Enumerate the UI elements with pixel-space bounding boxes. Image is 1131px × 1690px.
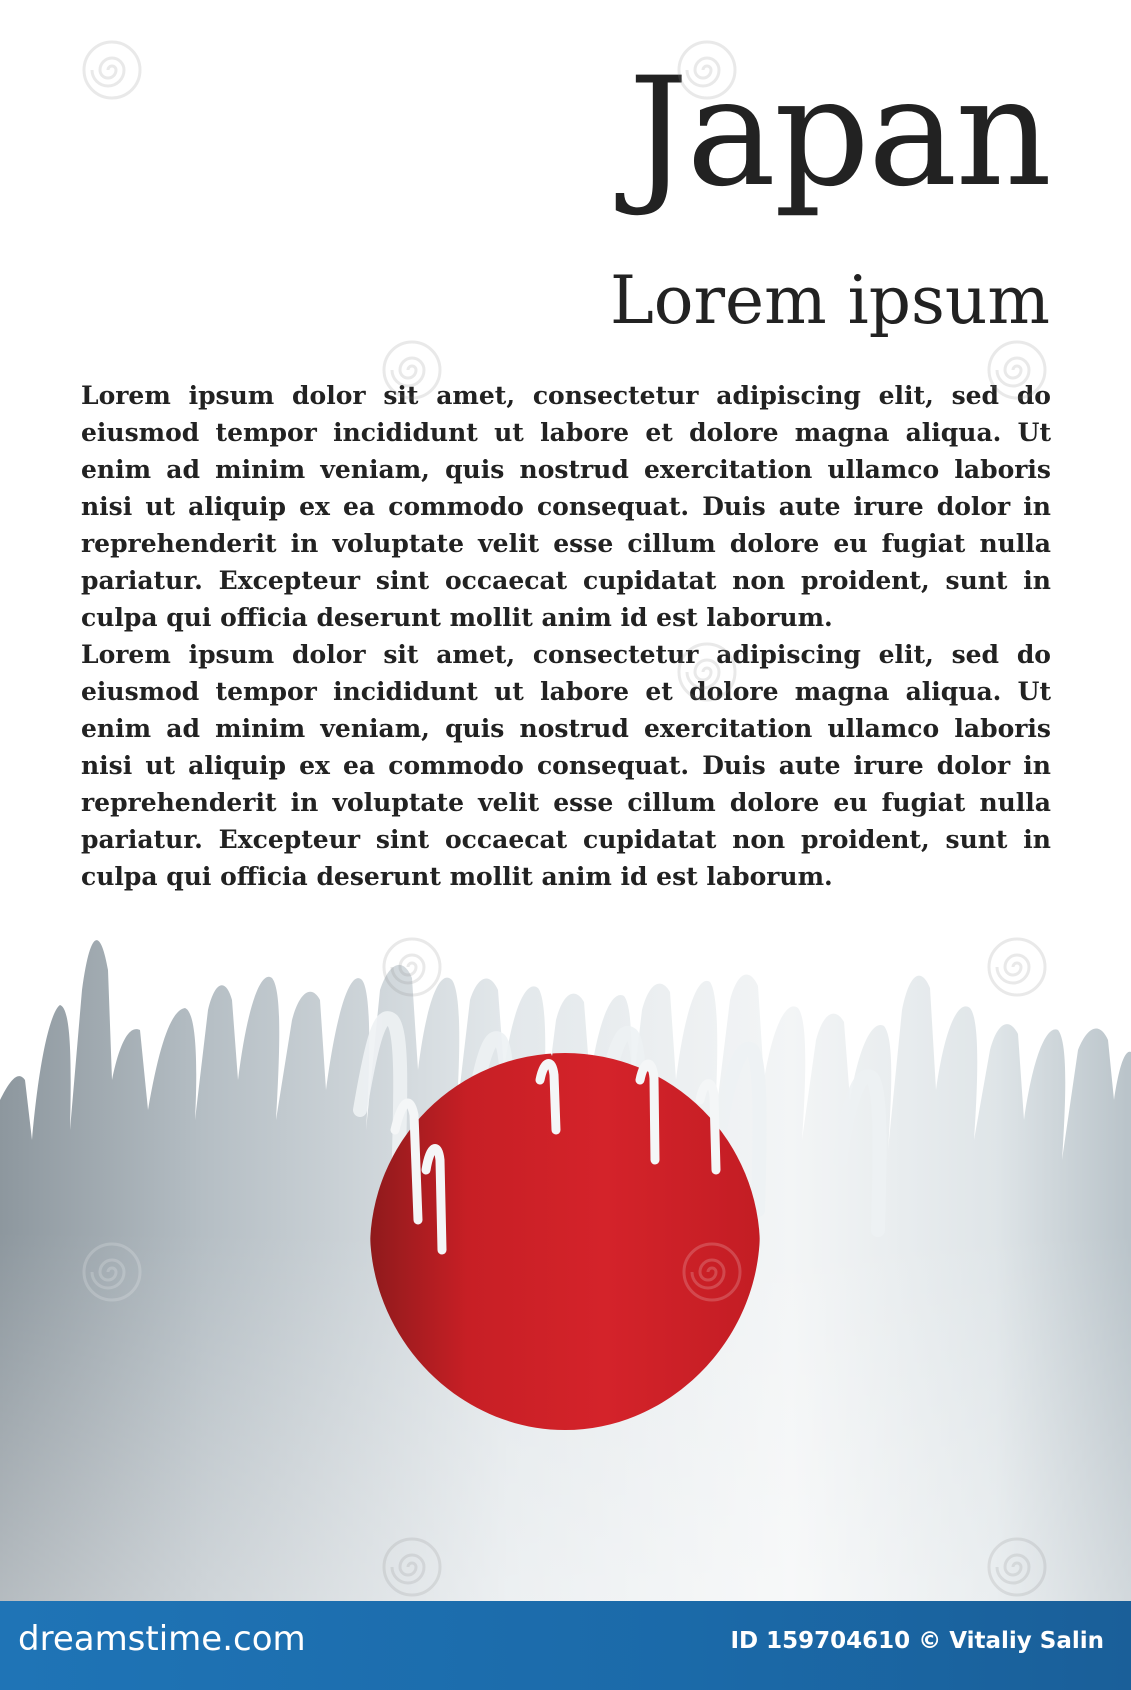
footer-logo[interactable]: dreamstime.com [18, 1619, 306, 1659]
spiral-watermark-icon [380, 1535, 444, 1599]
flag-brush-art [0, 930, 1131, 1601]
spiral-watermark-icon [675, 38, 739, 102]
spiral-watermark-icon [80, 1240, 144, 1304]
body-text [81, 377, 1051, 895]
spiral-watermark-icon [680, 1240, 744, 1304]
paragraph-2: Lorem ipsum dolor sit amet, consectetur adipiscing elit, sed do eiusmod tempor incididunt ut labore et dolore magna aliqua. Ut enim ad minim veniam, quis nostrud exercitation ullamco laboris nisi ut aliquip ex ea commodo consequat. Duis aute irure dolor in reprehenderit in voluptate velit esse cillum dolore eu fugiat nulla pariatur. Excepteur sint occaecat cupidatat non proident, sunt in culpa qui officia deserunt mollit anim id est laborum. [81, 640, 1051, 891]
spiral-watermark-icon [380, 338, 444, 402]
spiral-watermark-icon [380, 935, 444, 999]
footer-credit: ID 159704610 © Vitaliy Salin [730, 1628, 1104, 1654]
spiral-watermark-icon [985, 935, 1049, 999]
paragraph-1: Lorem ipsum dolor sit amet, consectetur adipiscing elit, sed do eiusmod tempor incididunt ut labore et dolore magna aliqua. Ut enim ad minim veniam, quis nostrud exercitation ullamco laboris nisi ut aliquip ex ea commodo consequat. Duis aute irure dolor in reprehenderit in voluptate velit esse cillum dolore eu fugiat nulla pariatur. Excepteur sint occaecat cupidatat non proident, sunt in culpa qui officia deserunt mollit anim id est laborum. [81, 381, 1051, 632]
spiral-watermark-icon [80, 38, 144, 102]
spiral-watermark-icon [675, 640, 739, 704]
spiral-watermark-icon [985, 1535, 1049, 1599]
spiral-watermark-icon [985, 338, 1049, 402]
page-title: Japan [628, 46, 1050, 220]
page-subtitle: Lorem ipsum [609, 262, 1050, 339]
